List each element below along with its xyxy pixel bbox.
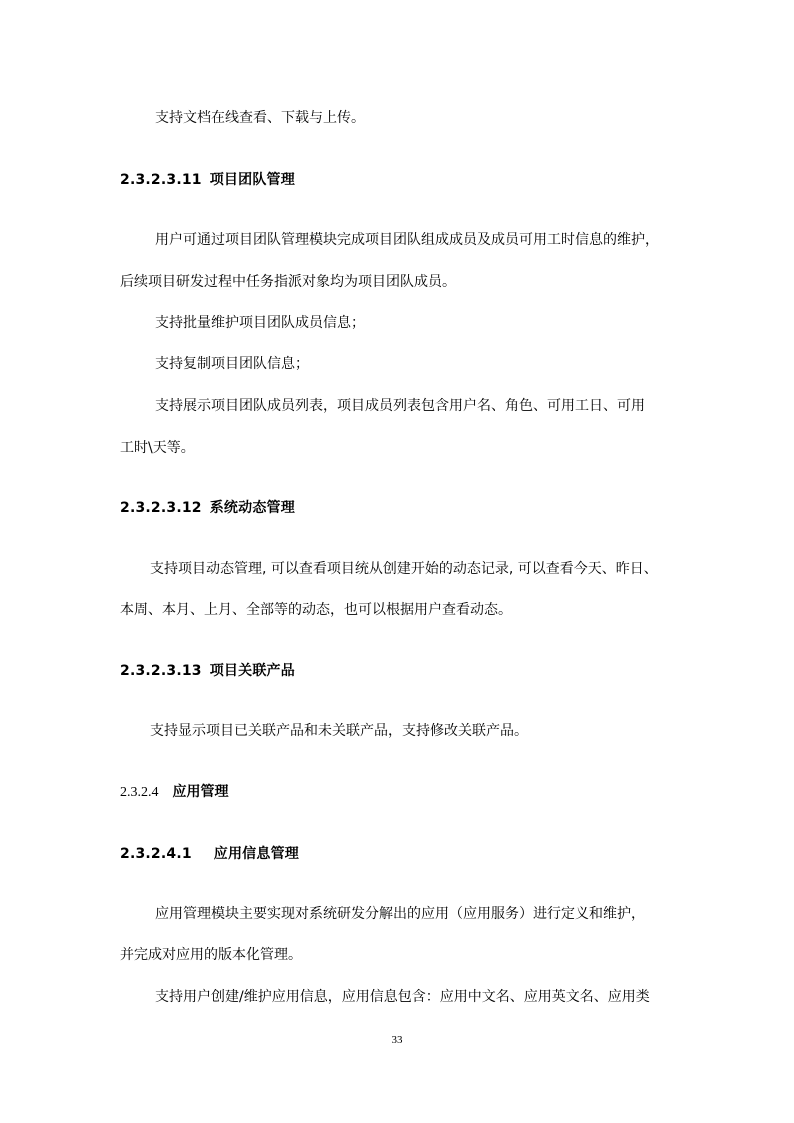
- section-heading-2-3-2-3-13: [120, 661, 295, 681]
- paragraph-line: 支持用户创建/维护应用信息，应用信息包含：应用中文名、应用英文名、应用类: [155, 989, 650, 1005]
- paragraph-line: 并完成对应用的版本化管理。: [120, 947, 302, 963]
- section-heading-2-3-2-3-11: [120, 170, 295, 190]
- heading-number: 2.3.2.4.1: [120, 846, 192, 862]
- paragraph: 支持显示项目已关联产品和未关联产品，支持修改关联产品。: [150, 723, 528, 739]
- heading-number: 2.3.2.3.12: [120, 500, 202, 516]
- section-heading-2-3-2-4: [120, 782, 229, 803]
- paragraph-line: 支持展示项目团队成员列表，项目成员列表包含用户名、角色、可用工日、可用: [155, 398, 645, 414]
- heading-title: 项目团队管理: [209, 172, 295, 188]
- heading-title: 应用管理: [172, 784, 229, 800]
- paragraph-line: 本周、本月、上月、全部等的动态，也可以根据用户查看动态。: [120, 602, 512, 618]
- paragraph-line: 工时\天等。: [120, 440, 195, 456]
- paragraph-line: 支持项目动态管理, 可以查看项目统从创建开始的动态记录, 可以查看今天、昨日、: [150, 561, 658, 577]
- page-number: 33: [391, 1034, 403, 1046]
- section-heading-2-3-2-3-12: [120, 498, 295, 518]
- paragraph: 支持复制项目团队信息；: [155, 356, 309, 372]
- heading-number: 2.3.2.4: [120, 785, 159, 800]
- paragraph: 支持文档在线查看、下载与上传。: [155, 110, 365, 126]
- paragraph-line: 用户可通过项目团队管理模块完成项目团队组成成员及成员可用工时信息的维护，: [155, 232, 659, 248]
- heading-title: 项目关联产品: [209, 663, 295, 679]
- paragraph-line: 后续项目研发过程中任务指派对象均为项目团队成员。: [120, 274, 456, 290]
- heading-number: 2.3.2.3.13: [120, 663, 202, 679]
- paragraph-line: 应用管理模块主要实现对系统研发分解出的应用（应用服务）进行定义和维护，: [155, 906, 645, 922]
- heading-title: 系统动态管理: [209, 500, 295, 516]
- heading-number: 2.3.2.3.11: [120, 172, 202, 188]
- paragraph: 支持批量维护项目团队成员信息；: [155, 315, 365, 331]
- section-heading-2-3-2-4-1: [120, 844, 299, 864]
- heading-title: 应用信息管理: [213, 846, 299, 862]
